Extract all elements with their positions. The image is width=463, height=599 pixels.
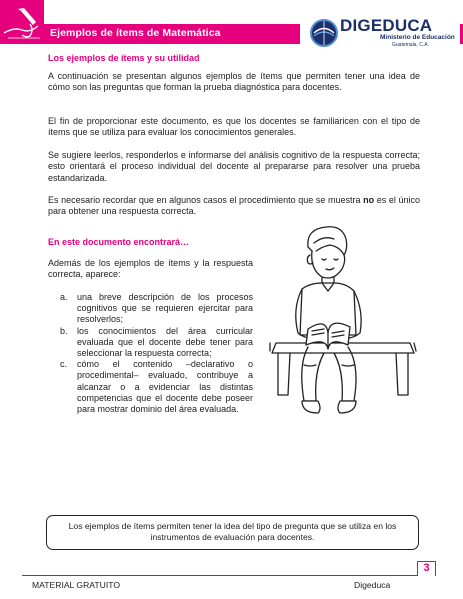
list-marker: c. bbox=[60, 359, 68, 370]
list-item bbox=[60, 292, 253, 326]
note-text-start: Es necesario recordar que en algunos casos el procedimiento que se muestra bbox=[48, 195, 364, 205]
footer-right-text: Digeduca bbox=[354, 580, 391, 590]
list-marker: b. bbox=[60, 325, 68, 336]
header-pencil-box bbox=[0, 0, 44, 44]
brand-name: DIGEDUCA bbox=[340, 16, 433, 35]
list-item bbox=[60, 359, 253, 415]
section-title-utilidad: Los ejemplos de ítems y su utilidad bbox=[48, 53, 200, 63]
paragraph-intro: A continuación se presentan algunos ejemplos de ítems que permiten tener una idea de cómo son las preguntas que forman la prueba diagnóstica para docentes. bbox=[48, 71, 420, 93]
list-item-text: una breve descripción de los procesos cognitivos que se requieren ejercitar para resolverlos; bbox=[77, 292, 253, 325]
summary-callout: Los ejemplos de ítems permiten tener la idea del tipo de pregunta que se utiliza en los instrumentos de evaluación para docentes. bbox=[46, 515, 419, 550]
brand-ministry: Ministerio de Educación bbox=[380, 34, 455, 41]
page-header bbox=[0, 0, 463, 50]
footer-left-text: MATERIAL GRATUITO bbox=[32, 580, 121, 590]
paragraph-note bbox=[48, 195, 420, 218]
header-title: Ejemplos de ítems de Matemática bbox=[50, 27, 221, 39]
note-emphasis: no bbox=[363, 195, 375, 205]
footer-rule bbox=[22, 575, 417, 576]
boy-reading-illustration bbox=[268, 225, 418, 420]
page-number: 3 bbox=[423, 562, 430, 574]
list-item bbox=[60, 326, 253, 360]
list-item-text: los conocimientos del área curricular evaluada que el docente debe tener para seleccionar la respuesta correcta; bbox=[77, 325, 253, 359]
list-marker: a. bbox=[60, 292, 68, 302]
section-title-contenido: En este documento encontrará… bbox=[48, 237, 190, 247]
section2-intro: Además de los ejemplos de ítems y la respuesta correcta, aparece: bbox=[48, 258, 253, 280]
content-list bbox=[60, 292, 253, 415]
paragraph-suggestion: Se sugiere leerlos, responderlos e informarse del análisis cognitivo de la respuesta correcta; esto orientará el proceso individual del docente al prepararse para resolver una prueba estandarizada. bbox=[48, 150, 420, 183]
brand-country: Guatemala, C.A. bbox=[392, 42, 429, 48]
list-item-text: cómo el contenido –declarativo o procedimental– evaluado, contribuye a alcanzar o a evidenciar las distintas competencias que el docente debe poseer para mostrar dominio del área evaluada. bbox=[77, 359, 253, 415]
note-text-end: es el único para obtener una respuesta correcta. bbox=[48, 195, 420, 217]
paragraph-purpose: El fin de proporcionar este documento, es que los docentes se familiaricen con el tipo de ítems que se utiliza para evaluar los conocimientos generales. bbox=[48, 116, 420, 138]
pencil-hand-icon bbox=[0, 0, 44, 44]
digeduca-globe-icon bbox=[309, 18, 339, 48]
